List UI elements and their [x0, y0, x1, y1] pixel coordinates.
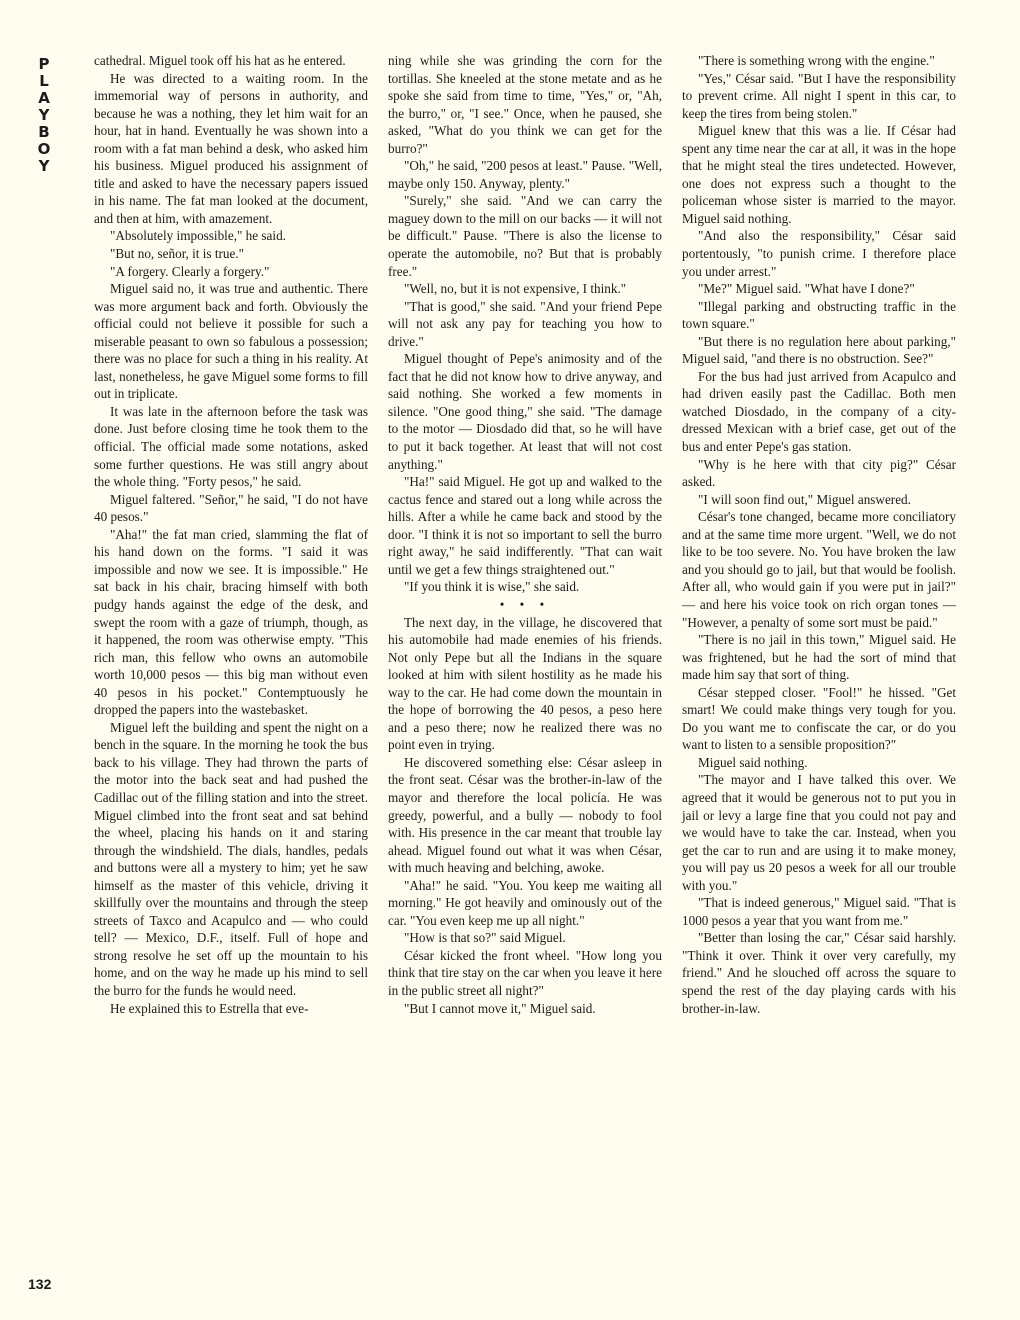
paragraph: He explained this to Estrella that eve-: [110, 1000, 309, 1016]
paragraph: Miguel said no, it was true and authentic. There was more argument back and forth. Obviously the official could not believe it possible for such a miserable peasant to own so fabulous a possession; there was no place for such a thing in his reality. At last, nonetheless, he gave Miguel some forms to fill out in triplicate.: [94, 281, 368, 402]
paragraph: "I will soon find out," Miguel answered.: [698, 491, 911, 507]
paragraph: "That is good," she said. "And your friend Pepe will not ask any pay for teaching you how to drive.": [388, 298, 662, 349]
paragraph: "There is something wrong with the engine.": [698, 53, 935, 68]
paragraph: "Why is he here with that city pig?" César asked.: [682, 456, 956, 490]
masthead-letter: P: [38, 55, 50, 73]
paragraph: "Illegal parking and obstructing traffic in the town square.": [682, 298, 956, 332]
paragraph: "And also the responsibility," César said portentously, "to punish crime. I therefore place you under arrest.": [682, 228, 956, 279]
paragraph: "But no, señor, it is true.": [110, 246, 245, 262]
paragraph: ning while she was grinding the corn for the tortillas. She kneeled at the stone metate and as he spoke she said from time to time, "Yes," or, "Ah, the burro," or, "I see." Once, when he paused, she asked, "What do you think we can get for the burro?": [388, 53, 662, 156]
paragraph: "Aha!" he said. "You. You keep me waiting all morning." He got heavily and ominously out of the car. "You even keep me up all night.": [388, 877, 662, 928]
paragraph: César stepped closer. "Fool!" he hissed. "Get smart! We could make things very tough for you. Do you want me to confiscate the car, or do you want to listen to a sensible proposition?": [682, 684, 956, 753]
paragraph: "That is indeed generous," Miguel said. "That is 1000 pesos a year that you want from me.": [682, 895, 956, 928]
paragraph: "Better than losing the car," César said harshly. "Think it over. Think it over very carefully, my friend." And he slouched off across the square to spend the rest of the day playing cards with his brother-in-law.: [682, 930, 956, 1016]
page-number: 132: [28, 1276, 52, 1292]
masthead-letter: A: [38, 89, 50, 107]
section-break: • • •: [499, 596, 551, 612]
paragraph: "The mayor and I have talked this over. We agreed that it would be generous not to put you in jail or levy a large fine that you could not pay and we would have to take the car. Instead, when you get the car to run and are using it to make money, you will pay us 20 pesos a week for all our trouble with you.": [682, 772, 956, 893]
paragraph: Miguel said nothing.: [698, 754, 808, 770]
paragraph: "Aha!" the fat man cried, slamming the flat of his hand down on the forms. "I said it was impossible and now we see. It is impossible." He sat back in his chair, bracing himself with both pudgy hands against the edge of the desk, and swept the room with a gaze of triumph, though, as it happened, the room was otherwise empty. "This rich man, this fellow who owns an automobile worth 10,000 pesos — this big man without even 40 pesos in his pocket." Contemptuously he dropped the papers into the wastebasket.: [94, 526, 368, 718]
article-column-1: [94, 52, 368, 1017]
paragraph: It was late in the afternoon before the task was done. Just before closing time he took them to the official. The official made some notations, asked some further questions. He was still angry about the whole thing. "Forty pesos," he said.: [94, 403, 368, 490]
paragraph: "Yes," César said. "But I have the responsibility to prevent crime. All night I spent in this car, to keep the tires from being stolen.": [682, 70, 956, 121]
paragraph: Miguel knew that this was a lie. If César had spent any time near the car at all, it was in the hope that he might steal the tires undetected. However, one does not express such a thought to the policeman whose sister is married to the mayor. Miguel said nothing.: [682, 123, 956, 226]
article-column-2: [388, 52, 662, 1017]
paragraph: César kicked the front wheel. "How long you think that tire stay on the car when you leave it here in the public street all night?": [388, 947, 662, 998]
paragraph: cathedral. Miguel took off his hat as he entered.: [94, 53, 346, 68]
paragraph: He was directed to a waiting room. In the immemorial way of persons in authority, and because he was a nothing, they let him wait for an hour, hat in hand. Eventually he was shown into a room with a fat man behind a desk, who asked him his business. Miguel produced his assignment of title and asked to have the necessary papers issued in his name. The fat man looked at the document, and then at him, with amazement.: [94, 70, 368, 226]
paragraph: César's tone changed, became more conciliatory and at the same time more urgent. "Well, we do not like to be too severe. No. You have broken the law and you should go to jail, but that would be foolish. After all, who would gain if you were put in jail?" — and here his voice took on rich organ tones — "However, a penalty of some sort must be paid.": [682, 509, 956, 630]
paragraph: Miguel faltered. "Señor," he said, "I do not have 40 pesos.": [94, 491, 368, 525]
paragraph: "Oh," he said, "200 pesos at least." Pause. "Well, maybe only 150. Anyway, plenty.": [388, 158, 662, 191]
paragraph: The next day, in the village, he discovered that his automobile had made enemies of his friends. Not only Pepe but all the Indians in the square looked at him with silent hostility as he made his way to the car. He had come down the mountain in the hope of borrowing the 40 pesos, a peso here and a peso there; now he realized there was no point even in trying.: [388, 614, 662, 753]
paragraph: For the bus had just arrived from Acapulco and had driven easily past the Cadillac. Both men watched Diosdado, in the company of a city-dressed Mexican with a brief case, get out of the bus and enter Pepe's gas station.: [682, 368, 956, 455]
paragraph: "But there is no regulation here about parking," Miguel said, "and there is no obstruction. See?": [682, 333, 956, 367]
masthead-letter: Y: [38, 106, 50, 124]
paragraph: "If you think it is wise," she said.: [404, 579, 580, 595]
paragraph: He discovered something else: César asleep in the front seat. César was the brother-in-law of the mayor and therefore the local policía. He was greedy, powerful, and a bully — nobody to fool with. His presence in the car meant that trouble lay ahead. Miguel found out what it was when César, with much heaving and belching, awoke.: [388, 754, 662, 876]
paragraph: "But I cannot move it," Miguel said.: [404, 1000, 596, 1016]
paragraph: "There is no jail in this town," Miguel said. He was frightened, but he had the sort of mind that made him say that sort of thing.: [682, 632, 956, 683]
paragraph: "Surely," she said. "And we can carry the maguey down to the mill on our backs — it will not be difficult." Pause. "There is also the license to operate the automobile, no? But that is probably free.": [388, 193, 662, 279]
paragraph: "Ha!" said Miguel. He got up and walked to the cactus fence and stared out a long while across the hills. After a while he came back and stood by the door. "I think it is not so important to sell the burro right away," he said indifferently. "That can wait until we get a few things straightened out.": [388, 474, 662, 577]
masthead-letter: Y: [38, 157, 50, 175]
paragraph: "A forgery. Clearly a forgery.": [110, 263, 270, 279]
masthead-letter: O: [37, 140, 51, 158]
masthead-letter: L: [39, 72, 49, 90]
paragraph: "Me?" Miguel said. "What have I done?": [698, 281, 915, 297]
paragraph: "Absolutely impossible," he said.: [110, 228, 286, 244]
paragraph: "How is that so?" said Miguel.: [404, 930, 566, 946]
masthead-letter: B: [38, 123, 50, 141]
paragraph: Miguel left the building and spent the night on a bench in the square. In the morning he took the bus back to his village. They had thrown the parts of the motor into the back seat and had pushed the Cadillac out of the filling station and into the street. Miguel climbed into the front seat and sat behind the wheel, placing his hands on it and staring through the windshield. The dials, handles, pedals and buttons were all a mystery to him; yet he saw himself as the master of this vehicle, driving it skillfully over the mountains and through the steep streets of Taxco and Acapulco and — who could tell? — Mexico, D.F., itself. Full of hope and strong resolve he set off up the mountain to his home, and on the way he made up his mind to sell the burro for the funds he would need.: [94, 719, 368, 998]
article-column-3: [682, 52, 956, 1017]
magazine-masthead: [36, 56, 52, 175]
paragraph: Miguel thought of Pepe's animosity and of the fact that he did not know how to drive anyway, and said nothing. She worked a few moments in silence. "One good thing," she said. "The damage to the motor — Diosdado did that, so he will have to put it back together. At least that will not cost anything.": [388, 351, 662, 472]
paragraph: "Well, no, but it is not expensive, I think.": [404, 281, 627, 297]
